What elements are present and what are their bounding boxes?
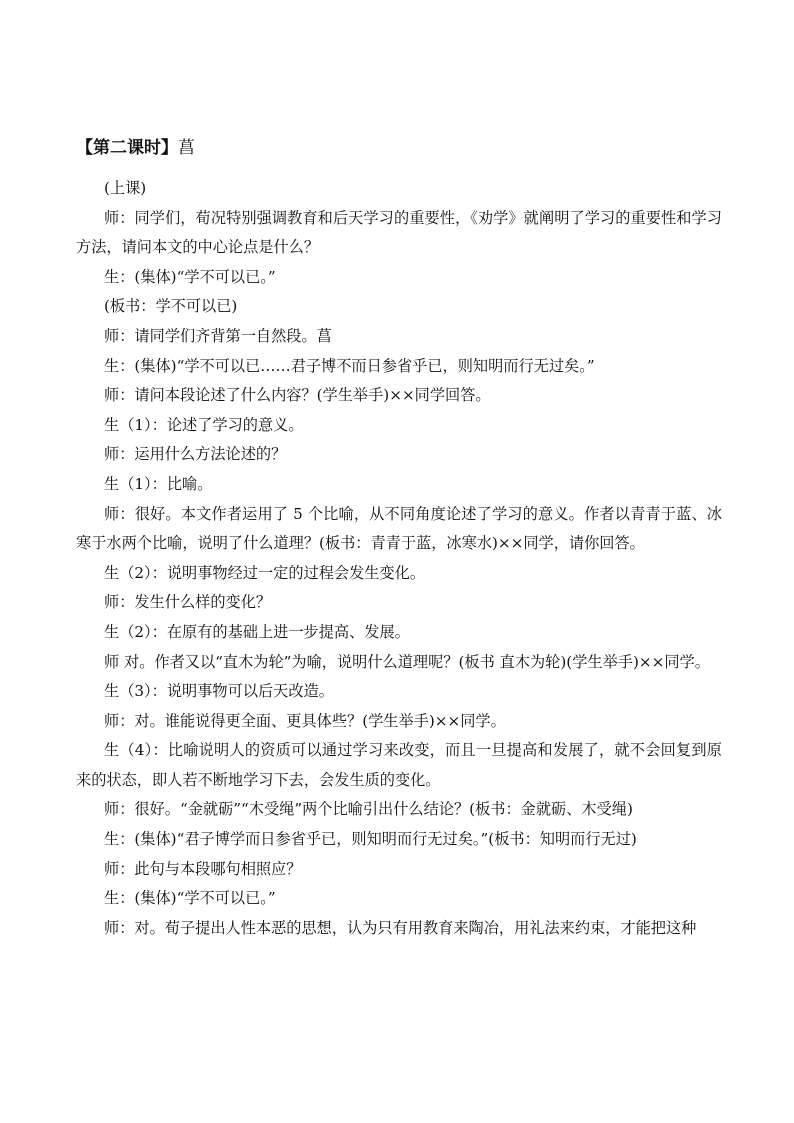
lesson-heading <box>76 136 195 160</box>
paragraph: 师：对。谁能说得更全面、更具体些？(学生举手)××同学。 <box>104 711 506 730</box>
paragraph: 生（4）：比喻说明人的资质可以通过学习来改变，而且一旦提高和发展了，就不会回复到原来的状态，即人若不断地学习下去，会发生质的变化。 <box>76 741 722 789</box>
paragraph: 生（2）：在原有的基础上进一步提高、发展。 <box>104 622 410 641</box>
paragraph: (上课) <box>104 179 147 197</box>
paragraph: 生（1）：论述了学习的意义。 <box>104 415 304 434</box>
paragraph: 师 对。作者又以“直木为轮”为喻，说明什么道理呢？(板书 直木为轮)(学生举手)××同学。 <box>104 652 710 671</box>
paragraph: 师：请同学们齐背第一自然段。菖 <box>104 326 332 345</box>
paragraph: 生：(集体)“君子博学而日参省乎已，则知明而行无过矣。”(板书：知明而行无过) <box>104 830 637 849</box>
paragraph: 生：(集体)“学不可以已……君子博不而日参省乎已，则知明而行无过矣。” <box>104 356 595 375</box>
paragraph: 师：对。荀子提出人性本恶的思想，认为只有用教育来陶冶，用礼法来约束，才能把这种 <box>104 918 697 937</box>
paragraph: 生（2）：说明事物经过一定的过程会发生变化。 <box>104 563 426 582</box>
paragraph: 师：请问本段论述了什么内容？(学生举手)××同学回答。 <box>104 386 491 405</box>
paragraph: 师：很好。本文作者运用了 5 个比喻，从不同角度论述了学习的意义。作者以青青于蓝、冰寒于水两个比喻，说明了什么道理？(板书：青青于蓝，冰寒水)××同学，请你回答。 <box>76 504 722 553</box>
paragraph: 生：(集体)“学不可以已。” <box>104 889 276 908</box>
paragraph: 师：很好。“金就砺”“木受绳”两个比喻引出什么结论？(板书：金就砺、木受绳) <box>104 800 633 819</box>
paragraph: 师：同学们，荀况特别强调教育和后天学习的重要性，《劝学》就阐明了学习的重要性和学习方法，请问本文的中心论点是什么？ <box>76 208 722 257</box>
section-mark: 菖 <box>178 138 195 158</box>
paragraph: 师：运用什么方法论述的？ <box>104 445 287 464</box>
paragraph: 师：此句与本段哪句相照应？ <box>104 859 302 878</box>
section-title: 【第二课时】 <box>76 138 178 158</box>
paragraph: 生：(集体)“学不可以已。” <box>104 267 276 286</box>
lesson-transcript <box>76 174 722 943</box>
paragraph: 生（1）：比喻。 <box>104 474 213 493</box>
paragraph: 生（3）：说明事物可以后天改造。 <box>104 682 334 701</box>
paragraph: (板书：学不可以已) <box>104 297 238 316</box>
paragraph: 师：发生什么样的变化？ <box>104 593 272 612</box>
